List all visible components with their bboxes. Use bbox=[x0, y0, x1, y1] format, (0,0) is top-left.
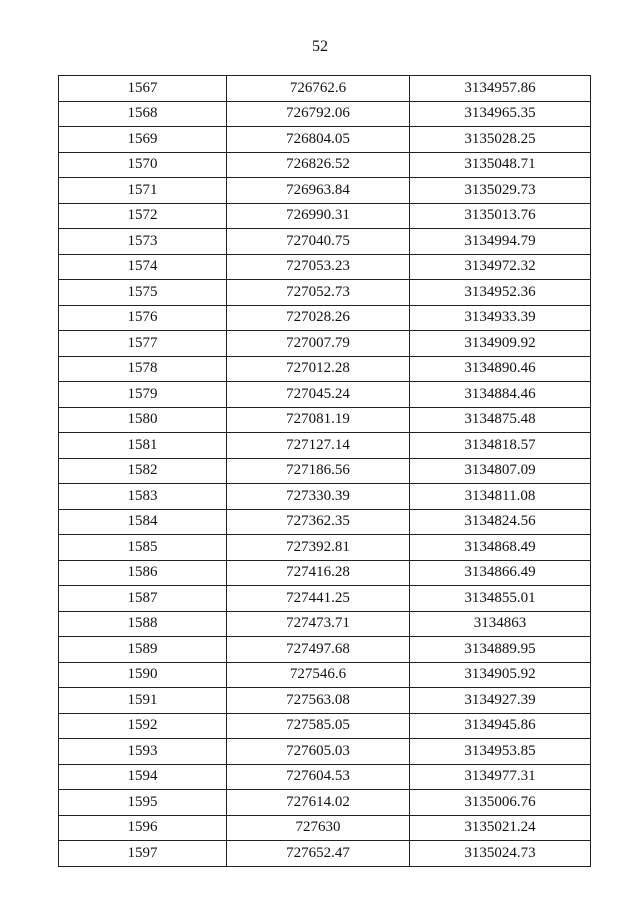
coordinate-table bbox=[58, 75, 591, 867]
x-coordinate-cell: 727605.03 bbox=[227, 739, 410, 765]
point-number-cell: 1569 bbox=[59, 127, 227, 153]
y-coordinate-cell: 3135013.76 bbox=[410, 203, 591, 229]
x-coordinate-cell: 727053.23 bbox=[227, 254, 410, 280]
point-number-cell: 1589 bbox=[59, 637, 227, 663]
table-row bbox=[59, 688, 591, 714]
table-row bbox=[59, 356, 591, 382]
x-coordinate-cell: 727497.68 bbox=[227, 637, 410, 663]
table-row bbox=[59, 535, 591, 561]
point-number-cell: 1576 bbox=[59, 305, 227, 331]
point-number-cell: 1591 bbox=[59, 688, 227, 714]
y-coordinate-cell: 3134952.36 bbox=[410, 280, 591, 306]
table-row bbox=[59, 815, 591, 841]
x-coordinate-cell: 727563.08 bbox=[227, 688, 410, 714]
point-number-cell: 1596 bbox=[59, 815, 227, 841]
point-number-cell: 1597 bbox=[59, 841, 227, 867]
table-row bbox=[59, 739, 591, 765]
y-coordinate-cell: 3134824.56 bbox=[410, 509, 591, 535]
table-row bbox=[59, 280, 591, 306]
table-row bbox=[59, 407, 591, 433]
y-coordinate-cell: 3135048.71 bbox=[410, 152, 591, 178]
y-coordinate-cell: 3135029.73 bbox=[410, 178, 591, 204]
table-row bbox=[59, 433, 591, 459]
table-row bbox=[59, 305, 591, 331]
point-number-cell: 1585 bbox=[59, 535, 227, 561]
point-number-cell: 1590 bbox=[59, 662, 227, 688]
table-row bbox=[59, 254, 591, 280]
table-row bbox=[59, 611, 591, 637]
table-row bbox=[59, 76, 591, 102]
table-row bbox=[59, 790, 591, 816]
y-coordinate-cell: 3134811.08 bbox=[410, 484, 591, 510]
point-number-cell: 1568 bbox=[59, 101, 227, 127]
y-coordinate-cell: 3134868.49 bbox=[410, 535, 591, 561]
point-number-cell: 1588 bbox=[59, 611, 227, 637]
table-row bbox=[59, 841, 591, 867]
y-coordinate-cell: 3134927.39 bbox=[410, 688, 591, 714]
y-coordinate-cell: 3134884.46 bbox=[410, 382, 591, 408]
point-number-cell: 1582 bbox=[59, 458, 227, 484]
point-number-cell: 1577 bbox=[59, 331, 227, 357]
table-row bbox=[59, 152, 591, 178]
table-row bbox=[59, 101, 591, 127]
table-row bbox=[59, 713, 591, 739]
y-coordinate-cell: 3135021.24 bbox=[410, 815, 591, 841]
table-row bbox=[59, 560, 591, 586]
point-number-cell: 1592 bbox=[59, 713, 227, 739]
x-coordinate-cell: 727473.71 bbox=[227, 611, 410, 637]
table-body bbox=[59, 76, 591, 867]
y-coordinate-cell: 3134972.32 bbox=[410, 254, 591, 280]
x-coordinate-cell: 727081.19 bbox=[227, 407, 410, 433]
y-coordinate-cell: 3134933.39 bbox=[410, 305, 591, 331]
y-coordinate-cell: 3134945.86 bbox=[410, 713, 591, 739]
point-number-cell: 1595 bbox=[59, 790, 227, 816]
point-number-cell: 1578 bbox=[59, 356, 227, 382]
y-coordinate-cell: 3134909.92 bbox=[410, 331, 591, 357]
point-number-cell: 1586 bbox=[59, 560, 227, 586]
x-coordinate-cell: 726990.31 bbox=[227, 203, 410, 229]
table-row bbox=[59, 178, 591, 204]
table-row bbox=[59, 484, 591, 510]
x-coordinate-cell: 727330.39 bbox=[227, 484, 410, 510]
point-number-cell: 1575 bbox=[59, 280, 227, 306]
x-coordinate-cell: 727614.02 bbox=[227, 790, 410, 816]
point-number-cell: 1587 bbox=[59, 586, 227, 612]
y-coordinate-cell: 3134807.09 bbox=[410, 458, 591, 484]
table-row bbox=[59, 382, 591, 408]
y-coordinate-cell: 3134994.79 bbox=[410, 229, 591, 255]
x-coordinate-cell: 727416.28 bbox=[227, 560, 410, 586]
y-coordinate-cell: 3135006.76 bbox=[410, 790, 591, 816]
x-coordinate-cell: 726826.52 bbox=[227, 152, 410, 178]
point-number-cell: 1584 bbox=[59, 509, 227, 535]
point-number-cell: 1571 bbox=[59, 178, 227, 204]
y-coordinate-cell: 3134875.48 bbox=[410, 407, 591, 433]
x-coordinate-cell: 727052.73 bbox=[227, 280, 410, 306]
point-number-cell: 1593 bbox=[59, 739, 227, 765]
x-coordinate-cell: 727127.14 bbox=[227, 433, 410, 459]
x-coordinate-cell: 727604.53 bbox=[227, 764, 410, 790]
x-coordinate-cell: 727007.79 bbox=[227, 331, 410, 357]
table-row bbox=[59, 586, 591, 612]
point-number-cell: 1580 bbox=[59, 407, 227, 433]
point-number-cell: 1574 bbox=[59, 254, 227, 280]
x-coordinate-cell: 727585.05 bbox=[227, 713, 410, 739]
x-coordinate-cell: 726762.6 bbox=[227, 76, 410, 102]
table-row bbox=[59, 229, 591, 255]
table-row bbox=[59, 203, 591, 229]
y-coordinate-cell: 3134953.85 bbox=[410, 739, 591, 765]
x-coordinate-cell: 727040.75 bbox=[227, 229, 410, 255]
table-row bbox=[59, 331, 591, 357]
table-row bbox=[59, 509, 591, 535]
point-number-cell: 1570 bbox=[59, 152, 227, 178]
x-coordinate-cell: 727652.47 bbox=[227, 841, 410, 867]
x-coordinate-cell: 727546.6 bbox=[227, 662, 410, 688]
x-coordinate-cell: 727045.24 bbox=[227, 382, 410, 408]
y-coordinate-cell: 3135024.73 bbox=[410, 841, 591, 867]
x-coordinate-cell: 727028.26 bbox=[227, 305, 410, 331]
x-coordinate-cell: 726963.84 bbox=[227, 178, 410, 204]
y-coordinate-cell: 3134905.92 bbox=[410, 662, 591, 688]
x-coordinate-cell: 726792.06 bbox=[227, 101, 410, 127]
x-coordinate-cell: 727012.28 bbox=[227, 356, 410, 382]
point-number-cell: 1572 bbox=[59, 203, 227, 229]
y-coordinate-cell: 3134977.31 bbox=[410, 764, 591, 790]
x-coordinate-cell: 727630 bbox=[227, 815, 410, 841]
point-number-cell: 1581 bbox=[59, 433, 227, 459]
y-coordinate-cell: 3134866.49 bbox=[410, 560, 591, 586]
table-row bbox=[59, 458, 591, 484]
point-number-cell: 1567 bbox=[59, 76, 227, 102]
point-number-cell: 1579 bbox=[59, 382, 227, 408]
point-number-cell: 1573 bbox=[59, 229, 227, 255]
page-number: 52 bbox=[312, 38, 328, 55]
y-coordinate-cell: 3134890.46 bbox=[410, 356, 591, 382]
y-coordinate-cell: 3134818.57 bbox=[410, 433, 591, 459]
y-coordinate-cell: 3134965.35 bbox=[410, 101, 591, 127]
x-coordinate-cell: 727186.56 bbox=[227, 458, 410, 484]
y-coordinate-cell: 3134863 bbox=[410, 611, 591, 637]
x-coordinate-cell: 727362.35 bbox=[227, 509, 410, 535]
table-row bbox=[59, 662, 591, 688]
table-row bbox=[59, 127, 591, 153]
x-coordinate-cell: 727441.25 bbox=[227, 586, 410, 612]
point-number-cell: 1594 bbox=[59, 764, 227, 790]
x-coordinate-cell: 727392.81 bbox=[227, 535, 410, 561]
point-number-cell: 1583 bbox=[59, 484, 227, 510]
x-coordinate-cell: 726804.05 bbox=[227, 127, 410, 153]
y-coordinate-cell: 3134957.86 bbox=[410, 76, 591, 102]
y-coordinate-cell: 3135028.25 bbox=[410, 127, 591, 153]
y-coordinate-cell: 3134889.95 bbox=[410, 637, 591, 663]
y-coordinate-cell: 3134855.01 bbox=[410, 586, 591, 612]
table-row bbox=[59, 764, 591, 790]
table-row bbox=[59, 637, 591, 663]
